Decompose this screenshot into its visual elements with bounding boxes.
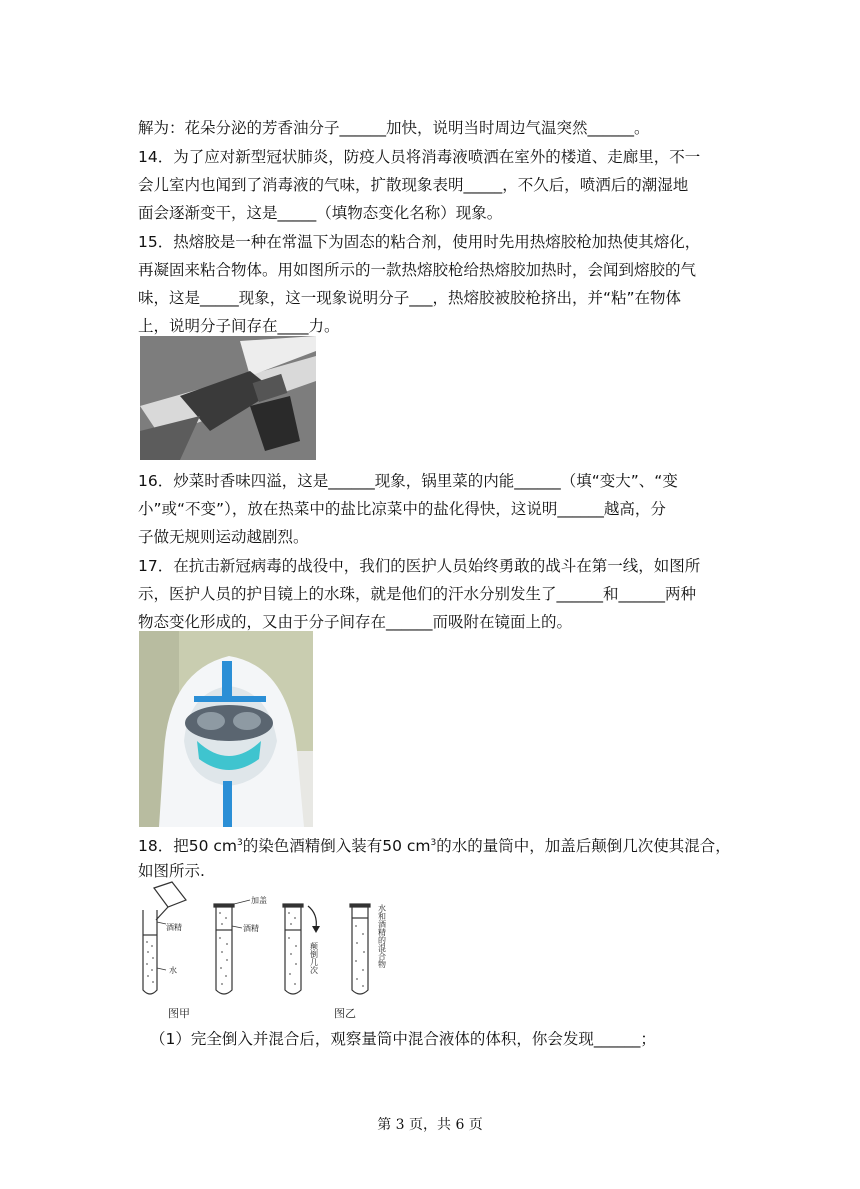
q18-text-c: 的水的量筒中，加盖后颠倒几次使其混合， [436, 837, 731, 856]
question-15-line: 味，这是_____现象，这一现象说明分子___，热熔胶被胶枪挤出，并“粘”在物体 [138, 289, 682, 307]
question-17-line: 物态变化形成的，又由于分子间存在______而吸附在镜面上的。 [138, 613, 573, 631]
question-15-line: 再凝固来粘合物体。用如图所示的一款热熔胶枪给热熔胶加热时，会闻到熔胶的气 [138, 261, 697, 279]
q18-text-b: 的染色酒精倒入装有50 cm [242, 837, 431, 856]
page-footer: 第 3 页，共 6 页 [377, 1117, 483, 1133]
glue-gun-photo [140, 336, 316, 460]
label-water: 水 [169, 966, 177, 975]
question-17-line: 示，医护人员的护目镜上的水珠，就是他们的汗水分别发生了______和______两种 [138, 585, 697, 603]
text-line: 解为：花朵分泌的芳香油分子______加快，说明当时周边气温突然______。 [138, 119, 650, 137]
question-14-line: 面会逐渐变干，这是_____（填物态变化名称）现象。 [138, 204, 503, 222]
question-16-line: 子做无规则运动越剧烈。 [138, 528, 309, 546]
question-15-line: 上，说明分子间存在____力。 [138, 317, 340, 335]
q18-superscript: 3 [430, 838, 437, 848]
caption-figure-b: 图乙 [334, 1007, 356, 1020]
cylinder-diagram [138, 880, 408, 1020]
caption-figure-a: 图甲 [168, 1007, 190, 1020]
q18-text-a: 18．把50 cm [138, 837, 237, 856]
label-alcohol-2: 酒精 [243, 924, 259, 933]
question-15-line: 15．热熔胶是一种在常温下为固态的粘合剂，使用时先用热熔胶枪加热使其熔化， [138, 233, 701, 251]
medical-worker-photo [139, 631, 313, 827]
question-14-line: 会儿室内也闻到了消毒液的气味，扩散现象表明_____，不久后，喷洒后的潮湿地 [138, 176, 689, 194]
q18-superscript: 3 [237, 838, 243, 848]
label-mixture: 水和酒精的混合物 [377, 904, 387, 968]
label-alcohol-1: 酒精 [166, 923, 182, 932]
question-16-line: 小”或“不变”），放在热菜中的盐比凉菜中的盐化得快，这说明______越高，分 [138, 500, 666, 518]
question-14-line: 14．为了应对新型冠状肺炎，防疫人员将消毒液喷洒在室外的楼道、走廊里，不一 [138, 148, 701, 166]
figure-a [143, 882, 186, 994]
label-cap: 加盖 [251, 896, 267, 905]
question-18-sub-1: （1）完全倒入并混合后，观察量筒中混合液体的体积，你会发现______； [150, 1030, 656, 1048]
question-18-line: 如图所示. [138, 862, 205, 880]
question-18-line [138, 833, 731, 856]
question-17-line: 17．在抗击新冠病毒的战役中，我们的医护人员始终勇敢的战斗在第一线，如图所 [138, 557, 701, 575]
question-16-line: 16．炒菜时香味四溢，这是______现象，锅里菜的内能______（填“变大”、“变 [138, 472, 678, 490]
label-invert: 颠倒几次 [309, 942, 319, 974]
